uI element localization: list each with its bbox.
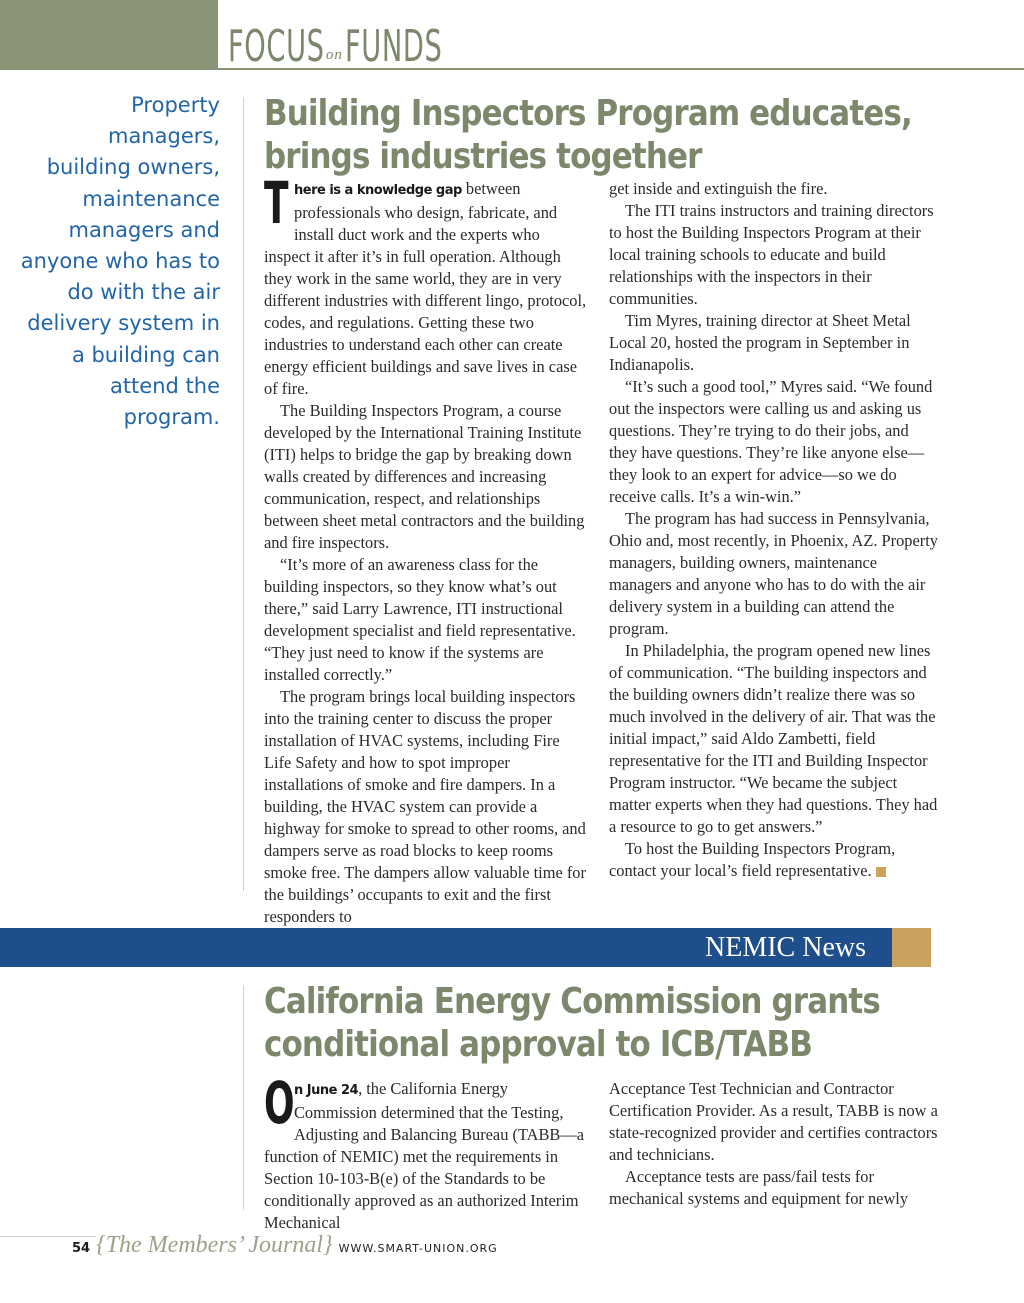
- page-number: 54: [72, 1241, 91, 1256]
- lead-in: here is a knowledge gap: [294, 183, 462, 198]
- drop-cap: T: [264, 169, 289, 237]
- headline-line: California Energy Commission grants: [264, 981, 880, 1022]
- column-divider: [243, 97, 244, 891]
- paragraph: Acceptance Test Technician and Contractor Certification Provider. As a result, TABB is now a state-recognized provider and certifies contractors and technicians.: [609, 1079, 938, 1164]
- section-band-title: NEMIC News: [705, 932, 866, 963]
- paragraph: “It’s more of an awareness class for the building inspectors, so they know what’s out there,” said Larry Lawrence, ITI instructional development specialist and field representative. “They just need to know if the systems are installed correctly.”: [264, 555, 576, 684]
- paragraph: On June 24, the California Energy Commission determined that the Testing, Adjusting and Balancing Bureau (TABB—a function of NEMIC) met the requirements in Section 10-103-B(e) of the Standards to be conditionally approved as an authorized Interim Mechanical: [264, 1069, 585, 1232]
- footer: [72, 1232, 498, 1259]
- section-title-funds: FUNDS: [344, 21, 443, 72]
- paragraph: The ITI trains instructors and training directors to host the Building Inspectors Program at their local training schools to educate and build relationships with the inspectors in their communities.: [609, 201, 934, 308]
- lead-in: n June 24: [294, 1083, 359, 1098]
- paragraph: The program brings local building inspectors into the training center to discuss the proper installation of HVAC systems, including Fire Life Safety and how to spot improper installations of smoke and fire dampers. In a building, the HVAC system can provide a highway for smoke to spread to other rooms, and dampers serve as road blocks to keep rooms smoke free. The dampers allow valuable time for the buildings’ occupants to exit and the first responders to: [264, 687, 586, 926]
- article-headline: [264, 980, 964, 1066]
- article-column-1: [264, 1069, 590, 1234]
- journal-title: {The Members’ Journal}: [96, 1232, 333, 1258]
- pull-quote: Property managers, building owners, maintenance managers and anyone who has to do with the air delivery system in a building can attend the program.: [20, 93, 220, 430]
- article-headline: [264, 92, 964, 178]
- end-mark-icon: [876, 867, 886, 877]
- paragraph: To host the Building Inspectors Program, contact your local’s field representative.: [609, 839, 896, 880]
- paragraph: In Philadelphia, the program opened new lines of communication. “The building inspectors and the building owners didn’t realize there was so much involved in the delivery of air. That was the initial impact,” said Aldo Zambetti, field representative for the ITI and Building Inspector Program instructor. “We became the subject matter experts when they had questions. They had a resource to go to get answers.”: [609, 641, 938, 836]
- section-band-accent: [892, 928, 931, 967]
- article-column-2: [609, 178, 939, 882]
- article-column-1: [264, 169, 590, 928]
- headline-line: conditional approval to ICB/TABB: [264, 1024, 813, 1065]
- paragraph: Tim Myres, training director at Sheet Metal Local 20, hosted the program in September in Indianapolis.: [609, 311, 911, 374]
- section-title-on: on: [325, 47, 343, 63]
- header-color-block: [0, 0, 218, 70]
- section-title: [228, 20, 502, 70]
- paragraph: get inside and extinguish the fire.: [609, 179, 828, 198]
- paragraph: There is a knowledge gap between professionals who design, fabricate, and install duct work and the experts who inspect it after it’s in full operation. Although they work in the same world, they are in very different industries with different lingo, protocol, codes, and regulations. Getting these two industries to understand each other can create energy efficient buildings and save lives in case of fire.: [264, 169, 587, 398]
- drop-cap: O: [264, 1069, 295, 1137]
- headline-line: brings industries together: [264, 136, 702, 177]
- column-divider: [243, 985, 244, 1210]
- website-link[interactable]: WWW.SMART-UNION.ORG: [338, 1242, 498, 1255]
- paragraph: The Building Inspectors Program, a course developed by the International Training Institute (ITI) helps to bridge the gap by breaking down walls created by differences and increasing communication, respect, and relationships between sheet metal contractors and the building and fire inspectors.: [264, 401, 585, 552]
- section-title-focus: FOCUS: [228, 21, 325, 72]
- paragraph: Acceptance tests are pass/fail tests for mechanical systems and equipment for newly: [609, 1167, 909, 1208]
- paragraph: “It’s such a good tool,” Myres said. “We found out the inspectors were calling us and asking us questions. They’re trying to do their jobs, and they have questions. They’re like anyone else—they look to an expert for advice—so we do receive calls. It’s a win-win.”: [609, 377, 933, 506]
- headline-line: Building Inspectors Program educates,: [264, 93, 912, 134]
- paragraph: The program has had success in Pennsylvania, Ohio and, most recently, in Phoenix, AZ. Property managers, building owners, maintenance managers and anyone who has to do with the air delivery system in a building can attend the program.: [609, 509, 938, 638]
- article-column-2: [609, 1078, 939, 1210]
